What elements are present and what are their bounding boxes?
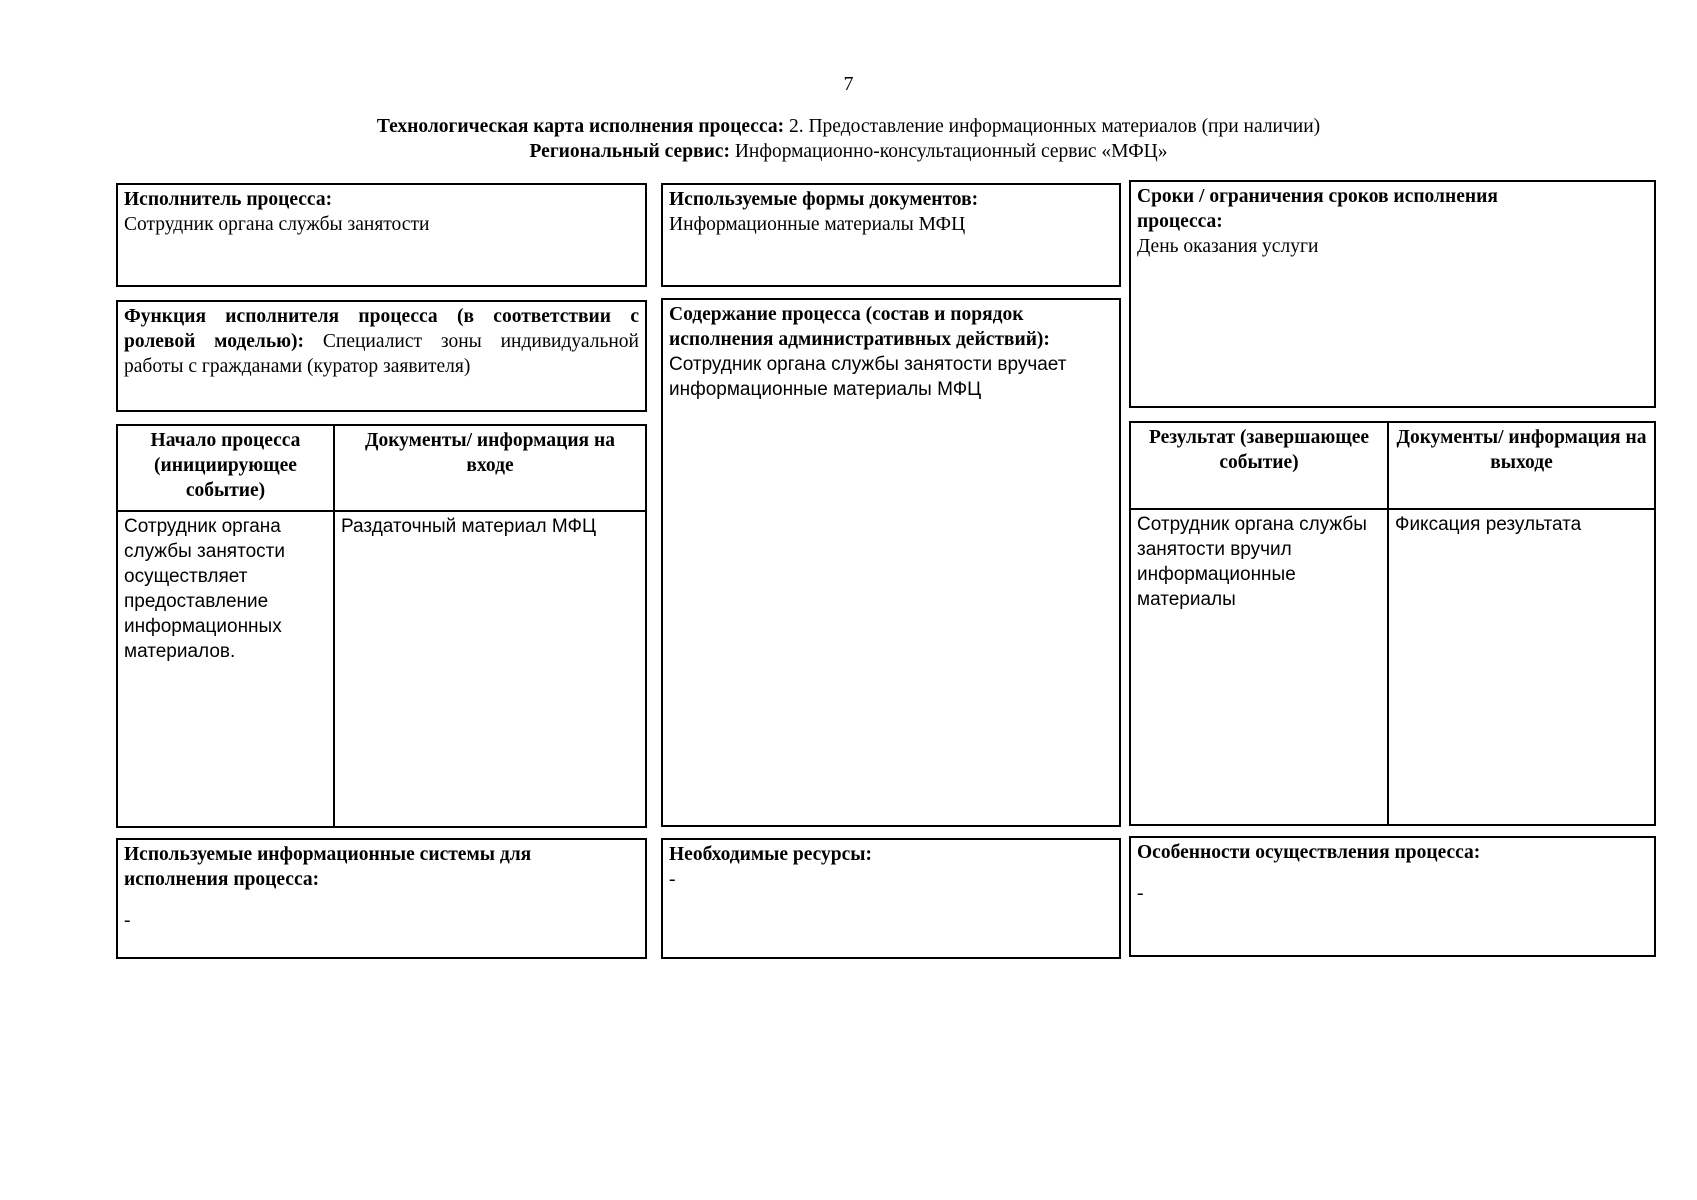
performer-label: Исполнитель процесса: — [124, 189, 333, 210]
start-col1-header: Начало процесса (инициирующее событие) — [150, 430, 301, 501]
result-col2-value: Фиксация результата — [1395, 514, 1582, 535]
regional-service — [0, 139, 1697, 164]
page-number: 7 — [843, 73, 854, 95]
function-value: Специалист зоны индивидуальной работы с гражданами (куратор заявителя) — [124, 331, 639, 377]
forms-box — [661, 183, 1121, 287]
result-table — [1129, 421, 1656, 826]
performer-box — [116, 183, 647, 287]
deadlines-box — [1129, 180, 1656, 408]
start-col2-value: Раздаточный материал МФЦ — [341, 516, 596, 537]
performer-value: Сотрудник органа службы занятости — [124, 214, 430, 235]
resources-box — [661, 838, 1121, 959]
regional-service-label: Региональный сервис: — [529, 141, 730, 162]
result-col1-header: Результат (завершающее событие) — [1148, 427, 1370, 473]
process-title-label: Технологическая карта исполнения процесса: — [376, 116, 785, 137]
function-label: Функция исполнителя процесса (в соответствии с ролевой моделью): — [124, 306, 639, 352]
info-systems-value: - — [124, 910, 131, 931]
resources-label: Необходимые ресурсы: — [669, 844, 873, 865]
regional-service-value: Информационно-консультационный сервис «МФЦ» — [729, 141, 1168, 162]
info-systems-box — [116, 838, 647, 959]
deadlines-label: Сроки / ограничения сроков исполнения процесса: — [1137, 186, 1498, 232]
process-title-value: 2. Предоставление информационных материалов (при наличии) — [784, 116, 1321, 137]
forms-value: Информационные материалы МФЦ — [669, 214, 966, 235]
result-table-divider — [1387, 423, 1389, 824]
forms-label: Используемые формы документов: — [669, 189, 979, 210]
process-title — [0, 114, 1697, 139]
start-table-divider — [333, 426, 335, 826]
content-label: Содержание процесса (состав и порядок исполнения административных действий): — [669, 304, 1050, 350]
function-box — [116, 300, 647, 412]
result-col2-header: Документы/ информация на выходе — [1396, 427, 1647, 473]
content-box — [661, 298, 1121, 827]
start-col1-value: Сотрудник органа службы занятости осуществляет предоставление информационных материалов. — [124, 516, 285, 662]
content-value: Сотрудник органа службы занятости вручает информационные материалы МФЦ — [669, 354, 1067, 400]
start-table — [116, 424, 647, 828]
info-systems-label: Используемые информационные системы для исполнения процесса: — [124, 844, 532, 890]
features-label: Особенности осуществления процесса: — [1137, 842, 1481, 863]
features-value: - — [1137, 883, 1144, 904]
features-box — [1129, 836, 1656, 957]
start-col2-header: Документы/ информация на входе — [365, 430, 615, 476]
resources-value: - — [669, 869, 676, 890]
deadlines-value: День оказания услуги — [1137, 236, 1319, 257]
result-col1-value: Сотрудник органа службы занятости вручил информационные материалы — [1137, 514, 1367, 610]
